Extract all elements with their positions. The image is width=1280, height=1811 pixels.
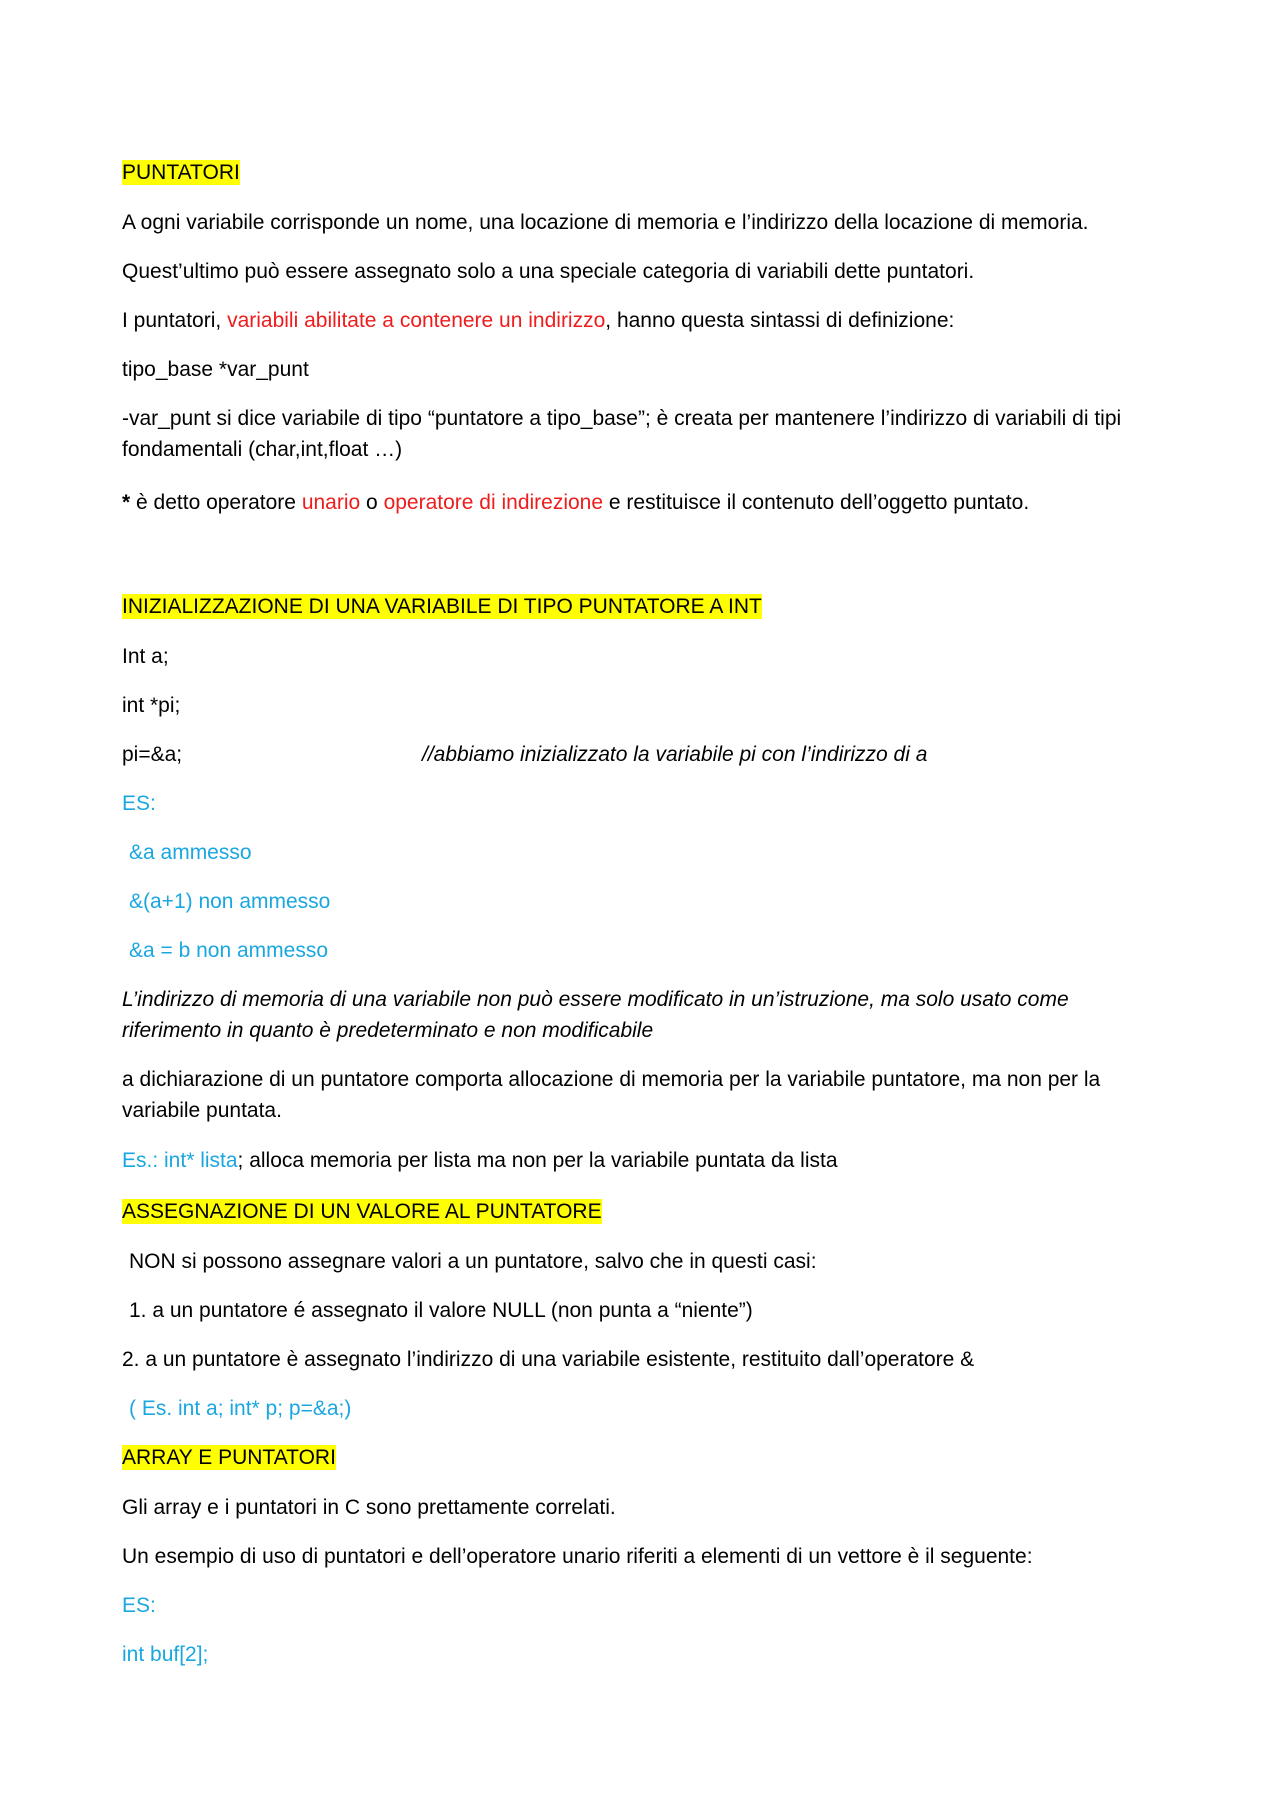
paragraph bbox=[122, 1145, 1172, 1176]
heading-assegnazione bbox=[122, 1196, 1172, 1227]
example-label: ES: bbox=[122, 792, 156, 815]
paragraph: NON si possono assegnare valori a un puntatore, salvo che in questi casi: bbox=[129, 1250, 817, 1273]
red-text: variabili abilitate a contenere un indirizzo bbox=[227, 309, 606, 332]
code-line bbox=[122, 739, 1172, 770]
paragraph: Un esempio di uso di puntatori e dell’operatore unario riferiti a elementi di un vettore è il seguente: bbox=[122, 1545, 1033, 1568]
heading-puntatori bbox=[122, 157, 1172, 188]
heading-text: INIZIALIZZAZIONE DI UNA VARIABILE DI TIPO PUNTATORE A INT bbox=[122, 595, 762, 618]
blue-text: Es.: int* lista bbox=[122, 1149, 238, 1172]
list-item: 2. a un puntatore è assegnato l’indirizzo di una variabile esistente, restituito dall’operatore & bbox=[122, 1348, 975, 1371]
code-line: int buf[2]; bbox=[122, 1643, 209, 1666]
text: ; alloca memoria per lista ma non per la variabile puntata da lista bbox=[237, 1149, 838, 1172]
heading-text: PUNTATORI bbox=[122, 161, 240, 184]
example-line: &a = b non ammesso bbox=[129, 939, 329, 962]
syntax-line: tipo_base *var_punt bbox=[122, 358, 309, 381]
example-line: &(a+1) non ammesso bbox=[129, 890, 331, 913]
heading-inizializzazione bbox=[122, 591, 1172, 622]
italic-note: L’indirizzo di memoria di una variabile non può essere modificato in un’istruzione, ma solo usato come riferimento in quanto è predeterminato e non modificabile bbox=[122, 988, 1069, 1042]
example-label: ES: bbox=[122, 1594, 156, 1617]
list-item: 1. a un puntatore é assegnato il valore NULL (non punta a “niente”) bbox=[129, 1299, 753, 1322]
red-text: unario bbox=[301, 491, 361, 514]
text: e restituisce il contenuto dell’oggetto puntato. bbox=[603, 491, 1030, 514]
text: è detto operatore bbox=[130, 491, 302, 514]
example-line: ( Es. int a; int* p; p=&a;) bbox=[129, 1397, 352, 1420]
paragraph: Gli array e i puntatori in C sono prettamente correlati. bbox=[122, 1496, 616, 1519]
text: I puntatori, bbox=[122, 309, 228, 332]
red-text: operatore di indirezione bbox=[383, 491, 604, 514]
code-text: pi=&a; bbox=[122, 743, 183, 766]
paragraph bbox=[122, 305, 1172, 336]
paragraph: a dichiarazione di un puntatore comporta allocazione di memoria per la variabile puntatore, ma non per la variabile puntata. bbox=[122, 1068, 1101, 1122]
example-line: &a ammesso bbox=[129, 841, 252, 864]
paragraph: A ogni variabile corrisponde un nome, una locazione di memoria e l’indirizzo della locazione di memoria. bbox=[122, 211, 1089, 234]
heading-text: ASSEGNAZIONE DI UN VALORE AL PUNTATORE bbox=[122, 1200, 602, 1223]
code-line: int *pi; bbox=[122, 694, 181, 717]
heading-text: ARRAY E PUNTATORI bbox=[122, 1446, 336, 1469]
asterisk: * bbox=[122, 491, 131, 514]
code-line: Int a; bbox=[122, 645, 169, 668]
code-comment: //abbiamo inizializzato la variabile pi con l’indirizzo di a bbox=[422, 743, 928, 766]
paragraph: Quest’ultimo può essere assegnato solo a una speciale categoria di variabili dette puntatori. bbox=[122, 260, 975, 283]
heading-array bbox=[122, 1442, 1172, 1473]
paragraph: -var_punt si dice variabile di tipo “puntatore a tipo_base”; è creata per mantenere l’indirizzo di variabili di tipi fondamentali (char,int,float …) bbox=[122, 407, 1122, 461]
paragraph bbox=[122, 487, 1172, 518]
text: , hanno questa sintassi di definizione: bbox=[605, 309, 955, 332]
text: o bbox=[360, 491, 384, 514]
